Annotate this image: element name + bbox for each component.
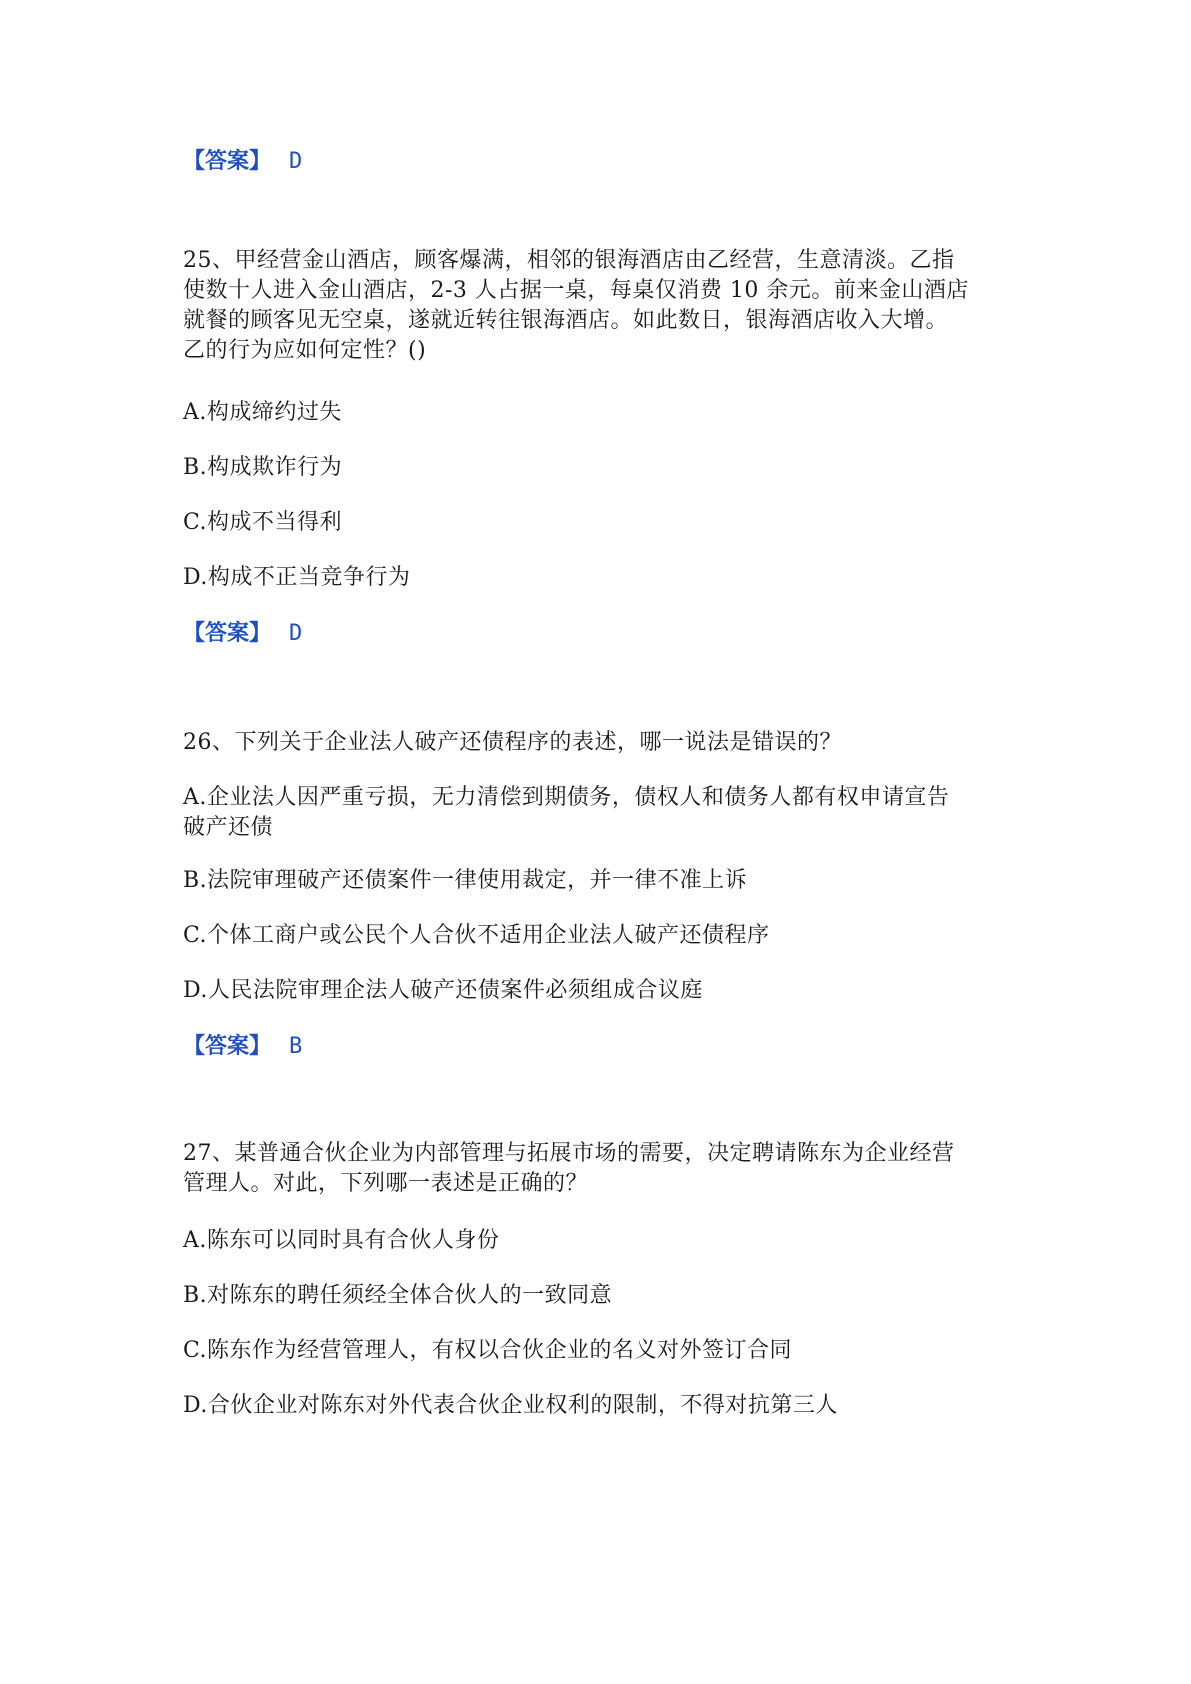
option-d: D.构成不正当竞争行为 <box>183 565 411 590</box>
option-b: B.对陈东的聘任须经全体合伙人的一致同意 <box>183 1283 613 1308</box>
option-a: A.构成缔约过失 <box>183 400 342 425</box>
answer-value: D <box>289 149 303 174</box>
answer-value: B <box>289 1034 303 1059</box>
answer-24 <box>183 146 302 177</box>
answer-value: D <box>289 621 303 646</box>
question-text-line: 26、下列关于企业法人破产还债程序的表述，哪一说法是错误的？ <box>183 730 842 755</box>
question-text-line: 27、某普通合伙企业为内部管理与拓展市场的需要，决定聘请陈东为企业经营 <box>183 1141 955 1166</box>
option-a-continued: 破产还债 <box>183 815 274 840</box>
answer-25 <box>183 618 302 649</box>
option-a: A.企业法人因严重亏损，无力清偿到期债务，债权人和债务人都有权申请宣告 <box>183 785 950 810</box>
option-d: D.合伙企业对陈东对外代表合伙企业权利的限制，不得对抗第三人 <box>183 1393 838 1418</box>
question-text-line: 25、甲经营金山酒店，顾客爆满，相邻的银海酒店由乙经营，生意清淡。乙指 <box>183 248 955 273</box>
answer-label: 【答案】 <box>183 1033 272 1059</box>
question-text-line: 管理人。对此，下列哪一表述是正确的？ <box>183 1171 589 1196</box>
option-b: B.构成欺诈行为 <box>183 455 343 480</box>
question-text-line: 乙的行为应如何定性？() <box>183 338 427 363</box>
option-a: A.陈东可以同时具有合伙人身份 <box>183 1228 500 1253</box>
option-c: C.陈东作为经营管理人，有权以合伙企业的名义对外签订合同 <box>183 1338 793 1363</box>
answer-label: 【答案】 <box>183 620 272 646</box>
answer-label: 【答案】 <box>183 148 272 174</box>
answer-26 <box>183 1031 302 1062</box>
question-text-line: 使数十人进入金山酒店，2-3 人占据一桌，每桌仅消费 10 余元。前来金山酒店 <box>183 278 969 303</box>
option-c: C.个体工商户或公民个人合伙不适用企业法人破产还债程序 <box>183 923 770 948</box>
question-text-line: 就餐的顾客见无空桌，遂就近转往银海酒店。如此数日，银海酒店收入大增。 <box>183 308 949 333</box>
option-b: B.法院审理破产还债案件一律使用裁定，并一律不准上诉 <box>183 868 748 893</box>
option-c: C.构成不当得利 <box>183 510 343 535</box>
option-d: D.人民法院审理企法人破产还债案件必须组成合议庭 <box>183 978 703 1003</box>
